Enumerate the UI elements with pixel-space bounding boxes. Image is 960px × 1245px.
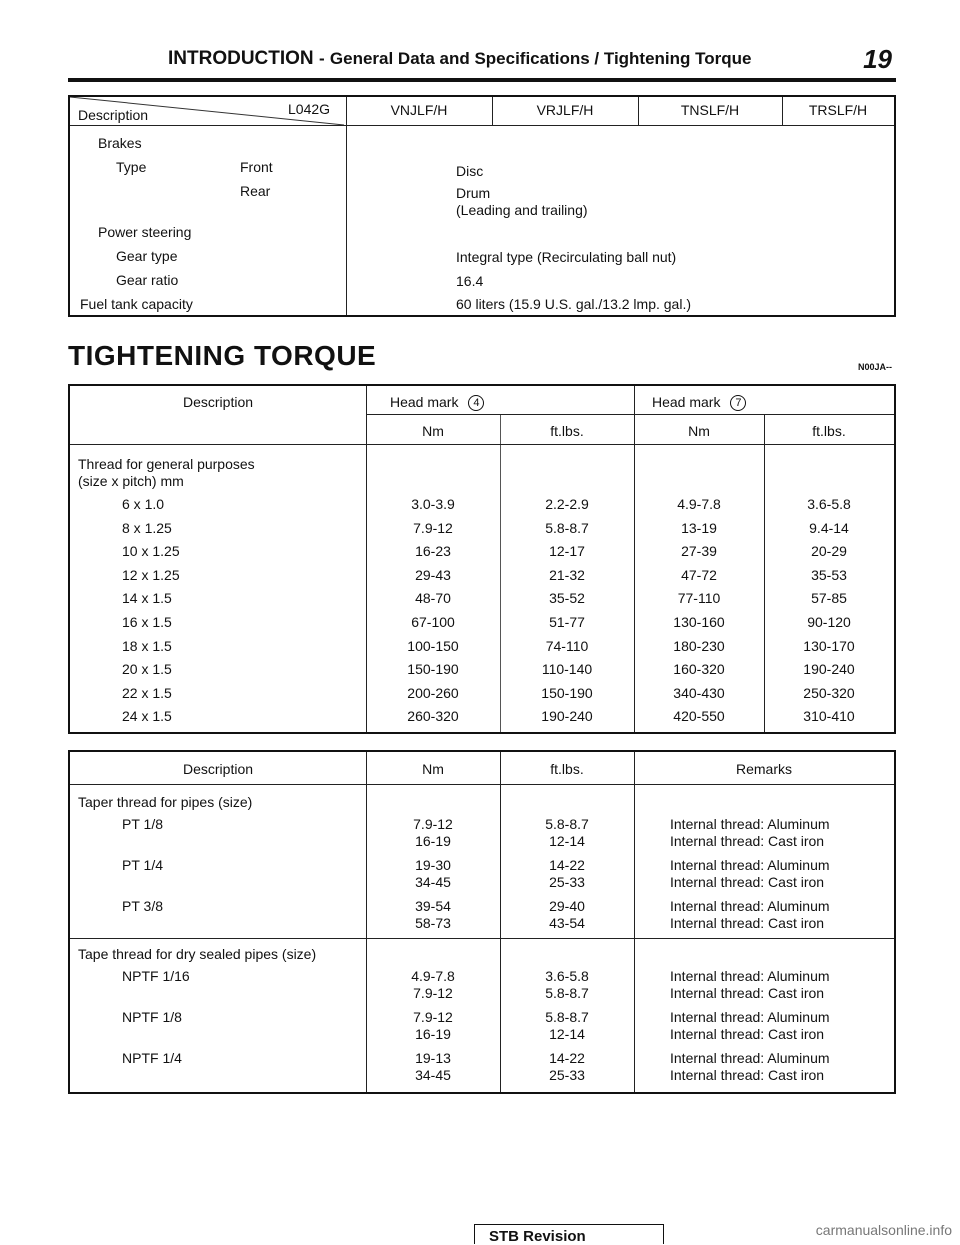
torque-nm-4: 200-260	[407, 684, 459, 701]
thread-size: 12 x 1.25	[122, 566, 180, 583]
pipe-col-remarks: Remarks	[735, 761, 792, 777]
torque-ft-7: 20-29	[811, 543, 847, 560]
pipe-size: PT 3/8	[122, 898, 163, 914]
specs-row-value: 60 liters (15.9 U.S. gal./13.2 lmp. gal.)	[456, 296, 691, 312]
torque-nm-4: 260-320	[407, 708, 459, 725]
section-code: N00JA--	[858, 362, 893, 372]
torque-nm-4: 16-23	[415, 543, 451, 560]
torque-ft-4: 35-52	[549, 590, 585, 607]
torque-ft-7: 57-85	[811, 590, 847, 607]
torque-nm-4: 100-150	[407, 637, 459, 654]
torque-ft-4: 2.2-2.9	[545, 496, 589, 512]
pipe-col-description: Description	[182, 761, 254, 777]
pipe-remark: Internal thread: Cast iron	[670, 915, 825, 931]
pipe-nm: 7.9-12	[413, 816, 453, 832]
pipe-remark: Internal thread: Cast iron	[670, 1067, 825, 1083]
pipe-remark: Internal thread: Cast iron	[670, 1026, 825, 1042]
pipe-group-label: Taper thread for pipes (size)	[78, 794, 253, 810]
specs-row-label: Type	[116, 159, 147, 175]
headmark-4-icon: 4	[468, 395, 484, 411]
pipe-ft: 5.8-8.7	[545, 816, 589, 832]
torque-ft-4: 51-77	[549, 614, 585, 630]
unit-ftlbs: ft.lbs.	[812, 423, 846, 439]
torque-group-label: (size x pitch) mm	[78, 473, 184, 489]
section-title: TIGHTENING TORQUE	[68, 340, 377, 371]
specs-row-value: Disc	[456, 163, 484, 179]
specs-corner-description: Description	[78, 107, 149, 123]
torque-ft-7: 130-170	[803, 637, 855, 654]
thread-size: 8 x 1.25	[122, 519, 172, 536]
torque-nm-7: 420-550	[673, 708, 725, 725]
pipe-ft: 14-22	[549, 1050, 585, 1066]
pipe-size: NPTF 1/4	[122, 1050, 182, 1066]
thread-size: 22 x 1.5	[122, 684, 172, 701]
thread-size: 16 x 1.5	[122, 614, 172, 630]
pipe-nm: 4.9-7.8	[411, 968, 455, 984]
headmark-7-label	[652, 394, 746, 411]
torque-ft-7: 35-53	[811, 566, 847, 583]
specs-row-value: Drum	[456, 185, 491, 201]
pipe-ft: 12-14	[549, 1026, 585, 1042]
pipe-ft: 29-40	[549, 898, 585, 914]
unit-ftlbs: ft.lbs.	[550, 423, 584, 439]
pipe-nm: 19-13	[415, 1050, 451, 1066]
thread-size: 24 x 1.5	[122, 708, 172, 725]
specs-col-header: VNJLF/H	[390, 102, 448, 118]
torque-nm-4: 48-70	[415, 590, 451, 607]
specs-row-label: Gear ratio	[116, 272, 179, 288]
pipe-nm: 7.9-12	[413, 1009, 453, 1025]
pipe-nm: 16-19	[415, 1026, 451, 1042]
torque-nm-4: 3.0-3.9	[411, 496, 455, 512]
pipe-nm: 39-54	[415, 898, 451, 914]
pipe-remark: Internal thread: Cast iron	[670, 985, 825, 1001]
thread-size: 14 x 1.5	[122, 590, 172, 607]
pipe-col-ftlbs: ft.lbs.	[550, 761, 584, 777]
pipe-remark: Internal thread: Aluminum	[670, 898, 830, 914]
header-subtitle: General Data and Specifications / Tightening Torque	[329, 49, 752, 68]
pipe-nm: 19-30	[415, 857, 451, 873]
footer-revision-box	[474, 1224, 664, 1244]
torque-nm-4: 150-190	[407, 661, 459, 678]
pipe-remark: Internal thread: Cast iron	[670, 833, 825, 849]
torque-nm-7: 27-39	[681, 543, 717, 560]
page-header	[68, 44, 896, 82]
specs-col-header: TNSLF/H	[680, 102, 740, 118]
footer-revision-label: STB Revision	[489, 1228, 586, 1245]
torque-nm-7: 47-72	[681, 566, 717, 583]
pipe-table	[68, 750, 896, 1094]
page-number: 19	[863, 44, 892, 74]
header-separator: -	[318, 49, 325, 68]
specs-col-header: VRJLF/H	[536, 102, 594, 118]
headmark-7-icon: 7	[730, 395, 746, 411]
thread-size: 6 x 1.0	[122, 496, 165, 512]
torque-ft-7: 90-120	[807, 614, 851, 630]
specs-table	[68, 95, 896, 317]
pipe-ft: 25-33	[549, 874, 585, 890]
torque-nm-4: 7.9-12	[413, 519, 453, 536]
torque-ft-4: 74-110	[545, 637, 589, 654]
specs-row-label: Fuel tank capacity	[80, 296, 193, 312]
pipe-remark: Internal thread: Aluminum	[670, 857, 830, 873]
torque-nm-4: 29-43	[415, 566, 451, 583]
torque-ft-4: 5.8-8.7	[545, 519, 589, 536]
pipe-remark: Internal thread: Cast iron	[670, 874, 825, 890]
watermark: carmanualsonline.info	[815, 1222, 952, 1238]
specs-row-label: Gear type	[116, 248, 178, 264]
torque-group-label: Thread for general purposes	[78, 456, 255, 472]
pipe-col-nm: Nm	[422, 761, 444, 777]
headmark-label: Head mark	[652, 394, 721, 410]
pipe-size: NPTF 1/16	[122, 968, 190, 984]
pipe-group-label: Tape thread for dry sealed pipes (size)	[78, 946, 317, 962]
pipe-ft: 5.8-8.7	[545, 1009, 589, 1025]
header-title: INTRODUCTION	[168, 48, 314, 69]
torque-table	[68, 384, 896, 734]
torque-nm-7: 160-320	[673, 661, 725, 678]
pipe-ft: 5.8-8.7	[545, 985, 589, 1001]
pipe-ft: 3.6-5.8	[545, 968, 589, 984]
unit-nm: Nm	[422, 423, 444, 439]
thread-size: 20 x 1.5	[122, 661, 172, 678]
specs-row-value: 16.4	[456, 273, 484, 289]
torque-description-header: Description	[182, 394, 254, 410]
torque-ft-4: 21-32	[549, 566, 585, 583]
torque-ft-4: 190-240	[541, 708, 593, 725]
pipe-ft: 12-14	[549, 833, 585, 849]
pipe-ft: 25-33	[549, 1067, 585, 1083]
specs-col-header: TRSLF/H	[808, 102, 868, 118]
torque-nm-7: 13-19	[681, 519, 717, 536]
specs-row-sub: Rear	[240, 183, 271, 199]
torque-nm-7: 340-430	[673, 684, 725, 701]
pipe-remark: Internal thread: Aluminum	[670, 1050, 830, 1066]
torque-nm-7: 4.9-7.8	[677, 496, 721, 512]
specs-row-value: (Leading and trailing)	[456, 202, 588, 218]
pipe-size: NPTF 1/8	[122, 1009, 182, 1025]
pipe-ft: 43-54	[549, 915, 585, 931]
torque-nm-7: 130-160	[673, 614, 725, 630]
pipe-ft: 14-22	[549, 857, 585, 873]
torque-ft-7: 190-240	[803, 661, 855, 678]
header-title-line	[168, 48, 752, 70]
specs-row-sub: Front	[240, 159, 273, 175]
torque-nm-7: 180-230	[673, 637, 725, 654]
pipe-size: PT 1/8	[122, 816, 163, 832]
torque-ft-4: 110-140	[541, 661, 593, 678]
pipe-remark: Internal thread: Aluminum	[670, 968, 830, 984]
torque-ft-7: 250-320	[803, 684, 855, 701]
pipe-size: PT 1/4	[122, 857, 163, 873]
pipe-nm: 16-19	[415, 833, 451, 849]
torque-ft-7: 9.4-14	[809, 519, 849, 536]
pipe-nm: 7.9-12	[413, 985, 453, 1001]
torque-ft-4: 12-17	[549, 543, 585, 560]
pipe-remark: Internal thread: Aluminum	[670, 816, 830, 832]
torque-nm-4: 67-100	[411, 614, 455, 630]
pipe-nm: 58-73	[415, 915, 451, 931]
specs-row-label: Power steering	[98, 224, 192, 240]
unit-nm: Nm	[688, 423, 710, 439]
pipe-nm: 34-45	[415, 874, 451, 890]
specs-row-label: Brakes	[98, 135, 142, 151]
thread-size: 10 x 1.25	[122, 543, 180, 560]
torque-ft-4: 150-190	[541, 684, 593, 701]
thread-size: 18 x 1.5	[122, 637, 172, 654]
pipe-remark: Internal thread: Aluminum	[670, 1009, 830, 1025]
pipe-nm: 34-45	[415, 1067, 451, 1083]
headmark-4-label	[390, 394, 484, 411]
specs-row-value: Integral type (Recirculating ball nut)	[456, 249, 677, 265]
headmark-label: Head mark	[390, 394, 459, 410]
torque-ft-7: 310-410	[803, 708, 855, 725]
specs-corner-code: L042G	[288, 101, 331, 117]
torque-nm-7: 77-110	[677, 590, 721, 607]
torque-ft-7: 3.6-5.8	[807, 496, 851, 512]
